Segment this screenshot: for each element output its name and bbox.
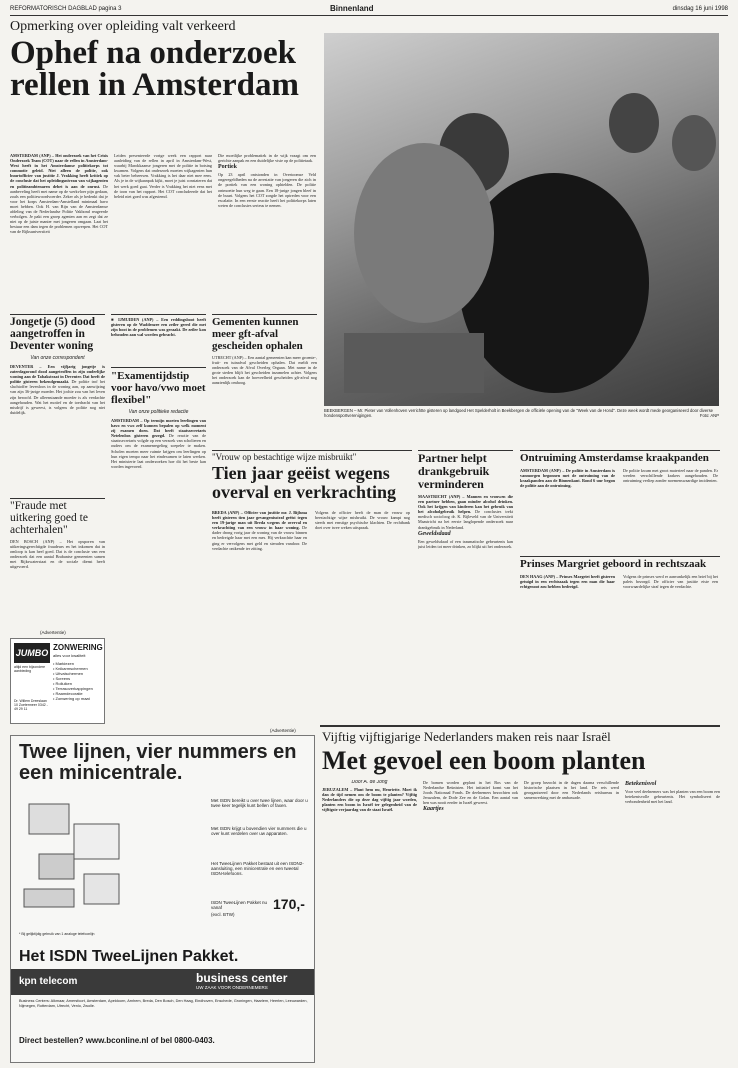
main-col-3 [218,153,316,273]
partner-subhead: Geweldsdaad [418,530,451,537]
article-partner [418,452,513,712]
jongetje-lead: DEVENTER – Een vijfjarig jongetje is zaterdagavond dood aangetroffen in zijn ouderlijke woning aan de Tabakstraat in Deventer. Dat heeft de politie gisteren bekendgemaakt. [10,364,105,385]
geiest-headline: Tien jaar geëist wegens overval en verkrachting [212,463,396,502]
zon-item: • Rolluiken [53,681,72,686]
israel-subhead-2: Betekenisvol [625,781,657,787]
isdn-heading: Twee lijnen, vier nummers en een minicentrale. [19,741,297,784]
divider [111,314,206,315]
divider [10,314,105,315]
zon-item: • Terrasoverkappingen [53,686,93,691]
photo-illustration [324,33,719,406]
advert-zonwering [10,638,105,724]
partner-text-2: Een geweldsdaad of een traumatische gebeurtenis kan juist leiden tot meer drinken, zo blijkt uit het onderzoek. [418,538,513,549]
divider [111,367,206,368]
kpn-banner [11,969,314,995]
jongetje-text: De politie trof het slachtoffer levenloos in de woning aan, op aanwijzing van zijn 36-jarige moeder. Het jochie zou van het leven zijn beroofd. De alleenstaande moeder is als verdachte aangehouden. Wat het motief en de toedracht van het misdrijf is geweest, is volgens de politie nog niet duidelijk. [10,379,105,415]
kpn-logo: kpn telecom [19,976,78,987]
fraude-body: DEN BOSCH (ANP) – Het opsporen van uitkeringsgerechtigde fraudeurs en het inkomen dat in omloop is kan heel goed. Dat is de conclusie van een onderzoek dat een aantal Brabantse gemeenten samen met Rijkswaterstaat en de sociale dienst heeft uitgevoerd. [10,539,105,570]
isdn-cities: Business Centers: Alkmaar, Amersfoort, Amsterdam, Apeldoorn, Arnhem, Breda, Den Bosch, Den Haag, Eindhoven, Enschede, Groningen, Haarlem, Heerlen, Leeuwarden, Nijmegen, Rotterdam, Utrecht, Venlo, Zwolle. [19,999,308,1008]
gementen-body [212,355,317,435]
zonwering-items [53,661,103,701]
zon-item: • Zonwering op maat [53,696,90,701]
gementen-text: Met name in de grote steden blijft het gescheiden inzamelen achter. Volgens het onderzoek kan de hoeveelheid gescheiden gft-afval nog aanzienlijk omhoog. [212,365,317,386]
examen-headline: "Examentijdstip voor havo/vwo moet flexibel" [111,370,206,406]
partner-headline: Partner helpt drankgebruik verminderen [418,451,490,491]
page-label: REFORMATORISCH DAGBLAD pagina 3 [10,6,122,12]
main-body-3: Die moeilijke problematiek in de wijk vraagt om een gerichte aanpak en een duidelijke visie op de politietaak. [218,153,316,164]
jumbo-tagline: altijd een bijzondere aanbieding [14,665,46,673]
zon-item: • Screens [53,676,71,681]
jumbo-logo: JUMBO [14,643,50,663]
divider [520,556,720,557]
margriet-headline: Prinses Margriet geboord in rechtszaak [520,558,707,570]
israel-col-2 [423,780,518,1060]
zonwering-title: ZONWERING [53,643,103,652]
zon-item: • Markiezen [53,661,74,666]
advert-isdn [10,735,315,1063]
isdn-text-3: Het TweeLijnen Pakket bestaat uit een ISDN2-aansluiting, een minicentrale en een tweetal ISDN-telefoons. [211,861,304,876]
israel-text-2: De groep bezocht in de dagen daarna verschillende historische plaatsen in het land. De reis werd georganiseerd door een Nederlands reisbureau in samenwerking met de ambassade. [524,780,619,801]
israel-text-3: Voor veel deelnemers was het planten van een boom een betekenisvolle gebeurtenis. Het symboliseert de verbondenheid met het land. [625,789,720,805]
isdn-text-1: Met ISDN bereikt u over twee lijnen, waar door u twee keer tegelijk kunt bellen of faxen. [211,798,308,808]
gementen-headline: Gementen kunnen meer gft-afval gescheiden ophalen [212,316,303,352]
photo-caption [324,408,719,434]
isdn-footnote: * Bij gelijktijdig gebruik van 1 analoge telefoonlijn [19,932,95,936]
advert-label: (Advertentie) [270,728,296,733]
gementen-lead: UTRECHT (ANP) – Een aantal gemeenten kan meer groente-, fruit- en tuinafval gescheiden ophalen. Dat meldt een onderzoek van de Afval Overleg Orgaan. [212,355,317,371]
geiest-text: De dader drong vorig jaar de woning van de vrouw binnen en bedreigde haar met een mes. Hij verkrachtte haar en ging er vervolgens met geld en sieraden vandoor. De verdachte ontkende ter zitting. [212,525,307,551]
main-subhead: Portiek [218,164,237,171]
isdn-cta: Direct bestellen? www.bconline.nl of bel 0800-0403. [19,1036,215,1045]
israel-headline: Met gevoel een boom planten [322,746,646,775]
israel-subhead: Kaartjes [423,806,444,813]
article-gementen [212,316,317,446]
article-fraude [10,500,105,620]
israel-byline: Door A. de Jong [351,780,388,785]
examen-lead: AMSTERDAM – Op termijn moeten leerlingen van havo en vwo zelf kunnen bepalen op welk moment zij examen doen. Dat heeft staatssecretaris Netelenbos gisteren gezegd. [111,418,206,439]
partner-lead: MAASTRICHT (ANP) – Mannen en vrouwen die een partner hebben, gaan minder alcohol drinken. Ook het krijgen van kinderen kan het gebruik van het alcoholgebruik helpen. [418,494,513,515]
article-geiest [212,452,412,712]
main-body-2: Leiden presenteerde vorige week een rapport naar aanleiding van de rellen in april in Amsterdam-West, waarbij Marokkaanse jongeren met de politie in botsing kwamen. Volgens dat onderzoek moeten wijkagenten hun vak beter beheersen. Vrakking is het daar niet mee eens. Als je in de wijkaanpak kijkt, moet je juist constateren dat het werk goed gaat. Verder is Vrakking het niet eens met de toon van het rapport. Het COT concludeerde dat het beleid niet goed was afgestemd. [114,153,212,199]
margriet-text: Volgens de prinses werd er aanvankelijk een brief bij het paleis bezorgd. De officier van justitie eiste een voorwaardelijke straf tegen de verdachte. [623,574,718,590]
zon-item: • Raamdecoratie [53,691,83,696]
israel-col-3 [524,780,619,1060]
article-examen [111,370,206,720]
kraak-col-1 [520,468,615,550]
isdn-price: 170,- [273,896,305,912]
main-col-1 [10,153,108,273]
main-body-1: De aanbeveling heeft met name op de werkvloer pijn gedaan, zoals een politiewoordvoerder. Zeker als je bedenkt dat je voor het korps Amsterdam-Amstelland minimaal havo moet hebben. Ook H. van Rijn van de Amsterdamse afdeling van de Nederlandse Politie Vakbond reageerde verbolgen. Je pakt een groep agenten aan en zegt dat ze niet op de juiste manier met jongeren omgaan. Laat het bestuur een dam tegen de problemen opwerpen. Het COT van de Rijksuniversiteit [10,183,108,235]
margriet-lead: DEN HAAG (ANP) – Prinses Margriet heeft gisteren getuigd in een rechtszaak tegen een man die haar echtgenoot zou hebben bedreigd. [520,574,615,590]
newspaper-header [10,4,728,16]
examen-byline: Van onze politieke redactie [128,409,189,415]
divider [212,314,317,315]
article-margriet [520,558,720,718]
business-center: business center [196,971,288,985]
israel-kicker: Vijftig vijftigjarige Nederlanders maken reis naar Israël [322,729,611,744]
israel-col-4 [625,780,720,1060]
examen-body [111,418,206,668]
israel-text: De bomen worden geplant in het Bos van de Nederlandse Reünisten. Het initiatief komt van het Joods Nationaal Fonds. De deelnemers bezochten ook Jeruzalem, de Dode Zee en de Golan. Een aantal van hen was nooit eerder in Israël geweest. [423,780,518,806]
isdn-text-2: Met ISDN krijgt u bovendien vier nummers die u over kunt verdelen over uw apparaten. [211,826,307,836]
zon-item: • Knikarmschermen [53,666,88,671]
kraak-text: De politie kwam met groot materieel naar de panden. Er werden verschillende krakers aangehouden. De ontruiming verliep zonder noemenswaardige incidenten. [623,468,718,484]
geiest-kicker: "Vrouw op bestachtige wijze misbruikt" [212,452,357,462]
main-body-4: Op 23 april ontstonden in Overtoomse Veld ongeregeldheden na de arrestatie van jongeren die zich in de portiek van een woning ophielden. De politie ontmoette hun weg te gaan. Een 18-jarige jongen bleef in de buurt. Volgens het COT zorgde het optreden voor een escalatie. In een eerste reactie heeft het politiekorps laten weten de conclusies serieus te nemen. [218,172,316,208]
fraude-headline: "Fraude met uitkering goed te achterhalen" [10,500,88,536]
examen-text: De reactie van de staatssecretaris volgde op een verzoek van scholieren en ouders om de examenregeling soepeler te maken. Scholen moeten meer ruimte krijgen om leerlingen op hun eigen tempo naar het eindexamen te laten werken. Het ministerie laat onderzoeken hoe dit het beste kan worden ingevoerd. [111,433,206,469]
kraak-col-2 [623,468,718,550]
isdn-price-note: (excl. BTW) [211,912,235,917]
jongetje-byline: Van onze correspondent [30,355,85,361]
article-israel [322,730,720,1063]
main-headline: Ophef na onderzoek rellen in Amsterdam [10,35,300,103]
business-center-tag: UW ZAAK VOOR ONDERNEMERS [196,985,268,990]
geiest-col-1 [212,510,307,710]
isdn-bottom-title: Het ISDN TweeLijnen Pakket. [19,948,239,965]
page-date: dinsdag 16 juni 1998 [672,6,728,12]
jongetje-body [10,364,105,484]
jongetje-headline: Jongetje (5) dood aangetroffen in Deventer woning [10,316,95,352]
partner-body [418,494,513,694]
zon-item: • Uitvalschermen [53,671,84,676]
caption-text: BEEKBERGEN – Mr. Pieter van Vollenhoven verrichtte gisteren op landgoed Het Spelderholt in Beekbergen de officiële opening van de "Week van de Hond". Deze week wordt mede georganiseerd door diverse hondensportverenigingen. [324,408,713,418]
partner-text: De conclusies trekt medisch socioloog dr. K. Bijleveld van de Universiteit Maastricht na het eerste langlopende onderzoek naar drankgebruik in Nederland. [418,509,513,530]
divider [520,450,720,451]
geiest-col-2 [315,510,410,710]
divider [212,450,412,451]
kraak-headline: Ontruiming Amsterdamse kraakpanden [520,452,709,464]
main-lead: AMSTERDAM (ANP) – Het onderzoek van het Crisis Onderzoek Team (COT) naar de rellen in Amsterdam-West heeft in het Amsterdamse politiekorps tot commotie geleid. Niet alleen de politie, ook buurtofficier van justitie J. Vrakking heeft kritiek op de conclusie dat het opleidingsniveau van wijkagenten en politieambtenaren debet is aan de onrust. [10,153,108,189]
zonwering-sub: alles voor kwaliteit [53,653,86,658]
margriet-col-1 [520,574,615,714]
article-jongetje [10,316,105,494]
divider [10,498,105,499]
news-photo [324,33,719,406]
kraak-lead: AMSTERDAM (ANP) – De politie in Amsterdam is vanmorgen begonnen met de ontruiming van de kraakpanden aan de Binnenkant. Rond 6 uur begon de politie aan de ontruiming. [520,468,615,489]
geiest-lead: BREDA (ANP) – Officier van justitie mr. J. Bijlsma heeft gisteren tien jaar gevangenisstraf geëist tegen een 19-jarige man uit Breda wegens de overval en verkrachting van een vrouw in haar woning. [212,510,307,531]
article-ijmuiden [111,317,206,365]
geiest-text-2: Volgens de officier heeft de man de vrouw op beestachtige wijze misbruikt. De vrouw kampt nog steeds met ernstige psychische klachten. De rechtbank doet over twee weken uitspraak. [315,510,410,531]
isdn-devices-illustration [19,794,129,914]
main-kicker: Opmerking over opleiding valt verkeerd [10,19,236,34]
israel-lead: JERUZALEM – Plant hem nu, Henriette. Moet ik dan de tijd nemen om de boom te planten? Vijftig Nederlanders die op deze dag vijftig jaar worden, planten een boom in Israël ter gelegenheid van de vijftigste verjaardag van de staat Israël. [322,787,417,813]
israel-col-1 [322,780,417,1060]
main-article [10,19,320,235]
article-kraak [520,452,720,552]
photo-credit: Foto: ANP [699,413,719,418]
advert-label: (Advertentie) [40,630,66,635]
margriet-col-2 [623,574,718,714]
isdn-price-label: ISDN TweeLijnen Pakket nu vanaf [211,900,267,910]
main-col-2 [114,153,212,273]
divider [320,725,720,727]
zonwering-contact: Dr. Willem Dreeslaan 10 Zoetermeer 0342 - 49 29 11 [14,699,48,711]
section-title: Binnenland [330,4,374,13]
ijmuiden-text: ■ IJMUIDEN (ANP) – Een reddingsboot heeft gisteren op de Waddenzee een zeiler gered die met zijn boot in de problemen was geraakt. De zeiler kon behouden aan wal worden gebracht. [111,317,206,338]
